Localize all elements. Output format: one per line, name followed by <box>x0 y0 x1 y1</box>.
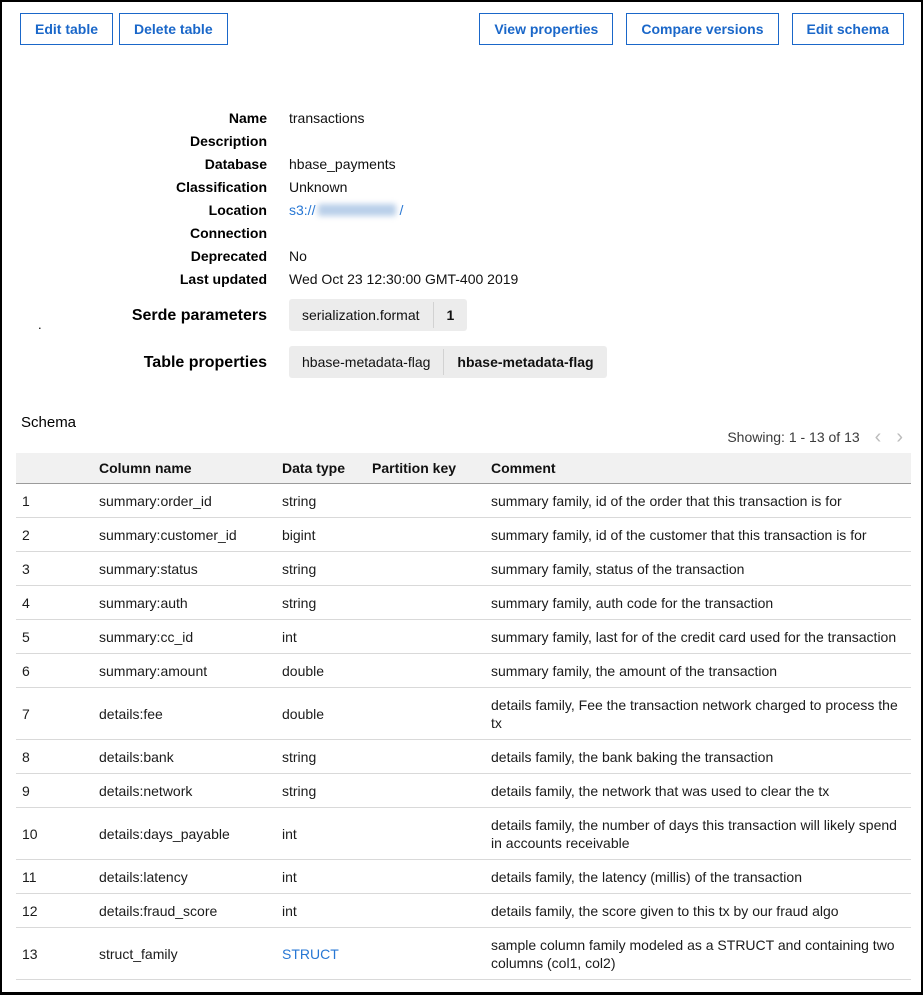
serde-parameter-key: serialization.format <box>302 307 420 323</box>
schema-table-row <box>16 620 911 654</box>
schema-table-header-row <box>16 453 911 484</box>
schema-table-row <box>16 808 911 860</box>
data-type-cell: double <box>282 654 372 688</box>
data-type-cell <box>282 928 372 980</box>
partition-key-cell <box>372 620 491 654</box>
partition-key-header: Partition key <box>372 453 491 484</box>
stray-mark: . <box>38 317 42 332</box>
view-properties-button[interactable]: View properties <box>479 13 613 45</box>
partition-key-cell <box>372 894 491 928</box>
schema-section-title: Schema <box>21 414 77 431</box>
schema-table-row <box>16 894 911 928</box>
column-name-cell: summary:cc_id <box>99 620 282 654</box>
data-type-cell: bigint <box>282 518 372 552</box>
detail-field-row <box>2 222 921 245</box>
comment-cell: sample column family modeled as a STRUCT and containing two columns (col1, col2) <box>491 928 911 980</box>
redacted-blur <box>318 204 396 216</box>
row-number-header <box>16 453 99 484</box>
column-name-header: Column name <box>99 453 282 484</box>
partition-key-cell <box>372 928 491 980</box>
detail-field-value: transactions <box>289 110 365 126</box>
row-index-cell: 8 <box>16 740 99 774</box>
next-page-icon[interactable]: › <box>896 426 903 448</box>
detail-field-value: No <box>289 248 307 264</box>
delete-table-button[interactable]: Delete table <box>119 13 228 45</box>
pagination <box>727 426 903 448</box>
comment-cell: details family, the network that was used to clear the tx <box>491 774 911 808</box>
comment-cell: summary family, last for of the credit card used for the transaction <box>491 620 911 654</box>
row-index-cell: 13 <box>16 928 99 980</box>
data-type-cell: string <box>282 586 372 620</box>
column-name-cell: details:fee <box>99 688 282 740</box>
partition-key-cell <box>372 552 491 586</box>
row-index-cell: 3 <box>16 552 99 586</box>
table-property-value: hbase-metadata-flag <box>457 354 594 370</box>
comment-cell: summary family, the amount of the transaction <box>491 654 911 688</box>
compare-versions-button[interactable]: Compare versions <box>626 13 778 45</box>
serde-parameter-value: 1 <box>446 307 455 323</box>
row-index-cell: 7 <box>16 688 99 740</box>
column-name-cell: summary:auth <box>99 586 282 620</box>
schema-section-header <box>21 414 903 448</box>
data-type-cell: string <box>282 552 372 586</box>
data-type-cell: double <box>282 688 372 740</box>
schema-table-row <box>16 688 911 740</box>
detail-field-value: Wed Oct 23 12:30:00 GMT-400 2019 <box>289 271 519 287</box>
schema-table-row <box>16 740 911 774</box>
s3-location-link[interactable] <box>289 202 403 218</box>
schema-table-row <box>16 654 911 688</box>
comment-cell: details family, the latency (millis) of the transaction <box>491 860 911 894</box>
comment-header: Comment <box>491 453 911 484</box>
partition-key-cell <box>372 586 491 620</box>
column-name-cell: summary:amount <box>99 654 282 688</box>
edit-schema-button[interactable]: Edit schema <box>792 13 904 45</box>
detail-field-row <box>2 130 921 153</box>
table-property-badge <box>289 346 607 378</box>
s3-location-suffix: / <box>399 202 404 218</box>
detail-label-deprecated: Deprecated <box>190 248 267 264</box>
detail-field-row <box>2 199 921 222</box>
serde-parameters-label: Serde parameters <box>131 306 267 324</box>
data-type-header: Data type <box>282 453 372 484</box>
column-name-cell: details:bank <box>99 740 282 774</box>
partition-key-cell <box>372 860 491 894</box>
partition-key-cell <box>372 518 491 552</box>
row-index-cell: 11 <box>16 860 99 894</box>
detail-label-last-updated: Last updated <box>179 271 267 287</box>
data-type-cell: int <box>282 894 372 928</box>
data-type-cell: int <box>282 808 372 860</box>
data-type-cell: string <box>282 774 372 808</box>
comment-cell: details family, Fee the transaction network charged to process the tx <box>491 688 911 740</box>
data-type-cell: int <box>282 620 372 654</box>
detail-label-description: Description <box>189 133 267 149</box>
detail-field-row <box>2 268 921 291</box>
prev-page-icon[interactable]: ‹ <box>874 426 882 448</box>
comment-cell: summary family, id of the customer that this transaction is for <box>491 518 911 552</box>
partition-key-cell <box>372 740 491 774</box>
column-name-cell: summary:order_id <box>99 484 282 518</box>
row-index-cell: 9 <box>16 774 99 808</box>
row-index-cell: 10 <box>16 808 99 860</box>
comment-cell: details family, the number of days this transaction will likely spend in accounts receivable <box>491 808 911 860</box>
schema-table <box>16 453 911 980</box>
detail-field-value: Unknown <box>289 179 348 195</box>
toolbar-left-group <box>20 13 234 45</box>
comment-cell: summary family, auth code for the transaction <box>491 586 911 620</box>
table-details <box>2 107 921 291</box>
schema-table-row <box>16 774 911 808</box>
detail-field-row <box>2 107 921 130</box>
column-name-cell: details:latency <box>99 860 282 894</box>
schema-table-row <box>16 928 911 980</box>
data-type-cell: string <box>282 484 372 518</box>
schema-table-row <box>16 552 911 586</box>
detail-label-connection: Connection <box>190 225 267 241</box>
toolbar-right-group <box>466 13 904 45</box>
partition-key-cell <box>372 774 491 808</box>
row-index-cell: 6 <box>16 654 99 688</box>
detail-field-row <box>2 176 921 199</box>
comment-cell: summary family, id of the order that this transaction is for <box>491 484 911 518</box>
serde-parameters-row <box>2 299 921 331</box>
table-properties-row <box>2 346 921 378</box>
detail-label-classification: Classification <box>175 179 267 195</box>
partition-key-cell <box>372 808 491 860</box>
row-index-cell: 4 <box>16 586 99 620</box>
detail-field-row <box>2 245 921 268</box>
showing-count-text: Showing: 1 - 13 of 13 <box>727 429 860 445</box>
row-index-cell: 1 <box>16 484 99 518</box>
comment-cell: summary family, status of the transaction <box>491 552 911 586</box>
column-name-cell: struct_family <box>99 928 282 980</box>
column-name-cell: summary:status <box>99 552 282 586</box>
detail-field-row <box>2 153 921 176</box>
column-name-cell: summary:customer_id <box>99 518 282 552</box>
table-property-key: hbase-metadata-flag <box>302 354 431 370</box>
schema-table-row <box>16 484 911 518</box>
schema-table-row <box>16 860 911 894</box>
column-name-cell: details:fraud_score <box>99 894 282 928</box>
column-name-cell: details:network <box>99 774 282 808</box>
schema-table-row <box>16 586 911 620</box>
detail-field-value: hbase_payments <box>289 156 396 172</box>
edit-table-button[interactable]: Edit table <box>20 13 113 45</box>
s3-location-prefix: s3:// <box>289 202 316 218</box>
comment-cell: details family, the bank baking the transaction <box>491 740 911 774</box>
detail-label-name: Name <box>228 110 267 126</box>
partition-key-cell <box>372 484 491 518</box>
row-index-cell: 5 <box>16 620 99 654</box>
schema-table-row <box>16 518 911 552</box>
row-index-cell: 12 <box>16 894 99 928</box>
detail-field-value <box>289 199 403 222</box>
table-properties-label: Table properties <box>143 353 267 371</box>
comment-cell: details family, the score given to this tx by our fraud algo <box>491 894 911 928</box>
detail-label-database: Database <box>204 156 267 172</box>
row-index-cell: 2 <box>16 518 99 552</box>
data-type-cell: string <box>282 740 372 774</box>
detail-label-location: Location <box>208 202 267 218</box>
partition-key-cell <box>372 688 491 740</box>
partition-key-cell <box>372 654 491 688</box>
serde-parameter-badge <box>289 299 467 331</box>
struct-type-link[interactable]: STRUCT <box>282 945 339 962</box>
data-type-cell: int <box>282 860 372 894</box>
toolbar <box>2 2 921 45</box>
column-name-cell: details:days_payable <box>99 808 282 860</box>
